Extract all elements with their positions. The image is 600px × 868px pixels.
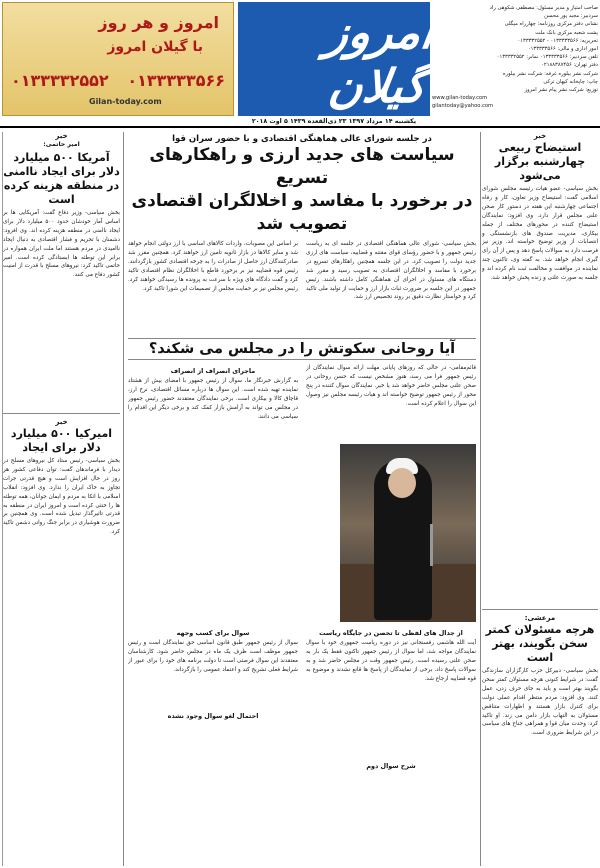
divider (482, 609, 598, 610)
second-body-bottom-right: آیت الله هاشمی رفسنجانی نیز در دوره ریاست جمهوری خود با سوال نمایندگان مواجه شد، اما سوال از رئیس جمهور تاکنون فقط یک بار به صحن علنی رسیده است. رئیس جمهور وقت در مجلس حاضر شد و به سوالات پاسخ داد. برخی از نمایندگان از پاسخ ها قانع نشدند و موضوع به قوه قضاییه ارجاع شد. (306, 640, 476, 682)
promo-phone-2: ۰۱۳۳۳۳۲۵۵۲ (11, 71, 109, 90)
imprint-line: امور اداری و مالی: ۰۱۳۳۳۳۳۵۶۶ (527, 46, 598, 53)
imprint-line: تلفن سردبیر: ۰۱۳۳۳۳۳۵۶۶ نمابر: ۰۱۳۳۳۳۲۵۵۲ (496, 54, 598, 61)
right-headline-1: استیضاح ربیعی چهارشنبه برگزار می‌شود (494, 141, 586, 182)
lead-body (128, 240, 476, 336)
promo-ad (2, 2, 234, 116)
issue-date: یکشنبه ۱۴ مرداد ۱۳۹۷ ۲۳ ذی‌القعده ۱۴۳۹ ۵ اوت ۲۰۱۸ (251, 118, 417, 125)
second-body-left: به گزارش خبرنگار ما، سوال از رئیس جمهور با امضای بیش از هشتاد نماینده تهیه شده است. این سوال ها درباره مسائل اقتصادی، نرخ ارز، قاچاق کالا و بیکاری است. برخی نمایندگان معتقدند حضور رئیس جمهور در مجلس می تواند به آرامش بازار کمک کند و برخی دیگر این اقدام را سیاسی می دانند. (128, 378, 298, 420)
rouhani-photo (340, 444, 476, 622)
imprint-line: پشت شعبه مرکزی بانک ملت (535, 29, 598, 36)
imprint-line: شرکت نشر بیلوره غرفه: شرکت نشر بیلوره (502, 70, 598, 77)
lead-headline-1: سیاست های جدید ارزی و راهکارهای تسریع (149, 145, 455, 188)
promo-line-2: با گیلان امروز (107, 39, 203, 55)
second-body-bottom-left: سوال از رئیس جمهور طبق قانون اساسی حق نمایندگان است و رئیس جمهور موظف است ظرف یک ماه در مجلس حاضر شود. کارشناسان معتقدند این سوال فرصتی است تا دولت برنامه های خود را برای عبور از شرایط فعلی تشریح کند و اعتماد عمومی را بازگرداند. (128, 640, 298, 673)
imprint-email: gilantoday@yahoo.com (432, 103, 494, 110)
second-subhead-caption: ماجرای انصراف از انصراف (170, 367, 256, 375)
right-kicker-2: مرعشی: (524, 614, 556, 622)
left-kicker-2: خبر (55, 418, 68, 426)
imprint-line: دفتر تهران: ۰۲۱۸۸۳۸۷۴۵۶ (541, 62, 598, 69)
right-body-2: بخش سیاسی- دبیرکل حزب کارگزاران سازندگی گفت: در شرایط کنونی هرچه مسئولان کمتر سخن بگویند بهتر است و باید به جای حرف زدن، عمل کنند. وی افزود: مردم منتظر اقدام عملی دولت برای کنترل بازار هستند و اظهارات متناقض مسئولان به التهاب بازار دامن می زند. او تاکید کرد: وحدت میان قوا و همراهی جناح های سیاسی در این شرایط ضروری است. (482, 668, 598, 737)
imprint-line: صاحب امتیاز و مدیر مسئول: مصطفی شکوهی راد (489, 5, 598, 11)
left-subkicker: امیر حاتمی: (43, 141, 80, 148)
second-story-left (128, 364, 298, 622)
imprint-line: چاپ: چاپخانه کیهان ترکی (543, 78, 598, 85)
promo-line-1: امروز و هر روز (98, 13, 219, 32)
microphone-shape (430, 524, 433, 566)
newspaper-logo (238, 2, 438, 116)
face-shape (388, 468, 416, 498)
center-column (128, 132, 476, 866)
imprint-line: تحریریه: ۰۱۳۳۳۳۳۵۶۶ - ۰۱۳۳۳۳۲۵۵۲ (517, 37, 598, 44)
column-rule (123, 132, 124, 866)
second-story-bottom (128, 626, 476, 772)
second-body-right: قائم‌مقامی- در حالی که روزهای پایانی مهلت ارائه سوال نمایندگان از رئیس جمهور فرا می رسد، هنوز مشخص نیست که حسن روحانی در صحن علنی مجلس حاضر خواهد شد یا خیر. نمایندگان سوال کننده در پنج محور از رئیس جمهور توضیح خواسته اند و هیات رئیسه مجلس نیز وصول این سوال را اعلام کرده است. (306, 365, 476, 407)
masthead (0, 0, 600, 128)
divider (3, 413, 120, 414)
right-body-1: بخش سیاسی- عضو هیات رئیسه مجلس شورای اسلامی گفت: استیضاح وزیر تعاون، کار و رفاه اجتماعی چهارشنبه این هفته در دستور کار صحن علنی مجلس قرار دارد. وی افزود: نمایندگان استیضاح کننده در محورهای مختلف از جمله بیکاری، مدیریت صندوق های بازنشستگی و انتصابات از وزیر توضیح خواسته اند. وزیر نیز فرصت دارد به سوالات پاسخ دهد و پس از آن رای گیری انجام خواهد شد. به گفته وی، تاکنون چند نماینده در موافقت و مخالفت ثبت نام کرده اند و جلسه به صورت علنی و زنده پخش خواهد شد. (482, 186, 598, 282)
imprint-line: سردبیر: مجید پور محسن (544, 13, 598, 20)
second-story-right (306, 364, 476, 622)
left-headline-1: آمریکا ۵۰۰ میلیارد دلار برای ایجاد ناامنی در منطقه هزینه کرده است (3, 151, 120, 206)
second-headline: آیا روحانی سکوتش را در مجلس می شکند؟ (128, 338, 476, 360)
left-body-1: بخش سیاسی- وزیر دفاع گفت: آمریکایی ها بر اساس آمار خودشان حدود ۵۰۰ میلیارد دلار برای ایجاد ناامنی در منطقه هزینه کرده اند. وی افزود: دشمنان با تحریم و فشار اقتصادی به دنبال ایجاد ناامیدی در مردم هستند اما ملت ایران همواره در برابر این توطئه ها ایستادگی کرده است. امیر حاتمی تاکید کرد: نیروهای مسلح با قدرت از امنیت کشور دفاع می کنند. (3, 210, 120, 279)
imprint-website: www.gilan-today.com (432, 95, 488, 102)
column-rule (480, 132, 481, 866)
imprint-line: توزیع: شرکت نشر پیام نشر امروز (524, 87, 598, 94)
imprint-line: نشانی دفتر مرکزی روزنامه: چهارراه میگلی (504, 21, 598, 28)
lead-body-right: بخش سیاسی- شورای عالی هماهنگی اقتصادی در جلسه ای به ریاست رئیس جمهور و با حضور رؤسای قوای مقننه و قضاییه، سیاست های ارزی جدید دولت را تصویب کرد. در این جلسه همچنین راهکارهای تسریع در برخورد با مفاسد و اخلالگران اقتصادی به تصویب رسید و مقرر شد دستگاه های مسئول در اجرای آن هماهنگی کامل داشته باشند. رئیس جمهور در این جلسه بر ضرورت ثبات بازار ارز و حمایت از تولید ملی تاکید کرد و خواستار نظارت دقیق بر روند تخصیص ارز شد. (306, 241, 476, 301)
second-subhead-2: احتمال لغو سوال وجود نشده (167, 712, 259, 720)
left-body-2: بخش سیاسی- رئیس ستاد کل نیروهای مسلح در دیدار با فرماندهان گفت: توان دفاعی کشور هر روز در حال افزایش است و هیچ قدرتی جرات تجاوز به خاک ایران را ندارد. وی افزود: انقلاب اسلامی با اتکا به مردم و ایمان جوانان، همه توطئه ها را خنثی کرده است و امروز ایران در منطقه به قدرتی تاثیرگذار تبدیل شده است. وی همچنین بر ضرورت هوشیاری در برابر جنگ روانی دشمن تاکید کرد. (3, 458, 120, 536)
second-subhead-3: از جدال های لفظی تا تحصن در جایگاه ریاست (319, 629, 463, 637)
second-story (128, 364, 476, 622)
second-bottom-left (128, 626, 298, 772)
promo-website: Gilan-today.com (89, 97, 162, 106)
logo-text: امروز گیلان (322, 5, 438, 113)
left-kicker: خبر (55, 132, 68, 140)
right-headline-2: هرچه مسئولان کمتر سخن بگویند، بهتر است (485, 623, 595, 664)
left-headline-2: امیرکیا ۵۰۰ میلیارد دلار برای ایجاد (10, 427, 113, 454)
second-bottom-right (306, 626, 476, 772)
right-column (482, 132, 598, 866)
second-subhead-4: شرح سوال دوم (366, 762, 416, 770)
lead-headline-2: در برخورد با مفاسد و اخلالگران اقتصادی تصویب شد (131, 191, 473, 234)
left-column (2, 132, 120, 866)
right-kicker: خبر (533, 132, 547, 140)
imprint-info (432, 4, 598, 124)
second-subhead-1: سوال برای کسب وجهه (176, 629, 250, 637)
promo-phone-1: ۰۱۳۳۳۳۳۵۶۶ (127, 71, 225, 90)
lead-kicker: در جلسه شورای عالی هماهنگی اقتصادی و با حضور سران قوا (172, 134, 432, 144)
lead-body-left: بر اساس این مصوبات، واردات کالاهای اساسی با ارز دولتی انجام خواهد شد و سایر کالاها در بازار ثانویه تامین ارز خواهند کرد. همچنین مقرر شد صادرکنندگان ارز حاصل از صادرات را به چرخه اقتصادی کشور بازگردانند. رئیس قوه قضاییه نیز بر برخورد قاطع با اخلالگران نظام اقتصادی تاکید کرد و گفت دادگاه های ویژه با سرعت به پرونده ها رسیدگی خواهند کرد. رئیس مجلس نیز بر حمایت مجلس از تصمیمات این شورا تاکید کرد. (128, 241, 298, 292)
